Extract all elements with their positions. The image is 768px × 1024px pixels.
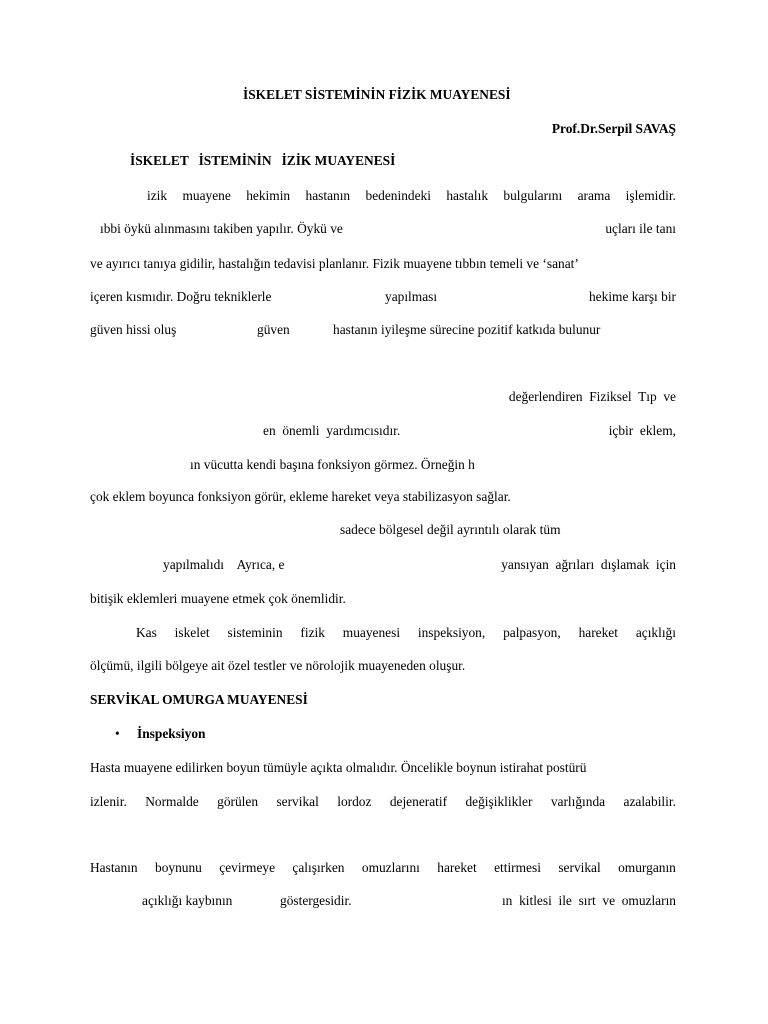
word: çalışırken <box>292 860 345 875</box>
p1-line-4c: hekime karşı bir <box>588 289 676 304</box>
word: izlenir. <box>90 794 127 809</box>
p5-line-2b: göstergesidir. <box>280 893 352 908</box>
word: boynunu <box>155 860 202 875</box>
p4-line-2 <box>90 794 676 810</box>
word: değişiklikler <box>465 794 533 809</box>
p5-line-1 <box>90 860 676 876</box>
p1-line-1 <box>147 188 676 204</box>
p1-line-3: ve ayırıcı tanıya gidilir, hastalığın tedavisi planlanır. Fizik muayene tıbbın temeli ve ‘sanat’ <box>90 256 579 271</box>
word: iskelet <box>174 625 210 640</box>
p2-line-6a: yapılmalıdı Ayrıca, e <box>163 557 285 572</box>
word: palpasyon, <box>503 625 561 640</box>
word: çevirmeye <box>219 860 276 875</box>
word: muayenesi <box>342 625 401 640</box>
word: Normalde <box>145 794 199 809</box>
word: Kas <box>136 625 157 640</box>
word: inspeksiyon, <box>417 625 486 640</box>
word: sisteminin <box>227 625 283 640</box>
p5-line-2a: açıklığı kaybının <box>142 893 233 908</box>
p2-line-6b: yansıyan ağrıları dışlamak için <box>501 557 676 572</box>
word: arama <box>577 188 611 203</box>
p3-line-1 <box>136 625 676 641</box>
bullet-symbol: • <box>115 726 120 741</box>
p2-line-1: değerlendiren Fiziksel Tıp ve <box>508 389 676 404</box>
word: açıklığı <box>635 625 676 640</box>
document-title: İSKELET SİSTEMİNİN FİZİK MUAYENESİ <box>243 87 511 102</box>
word: muayene <box>182 188 231 203</box>
word: hareket <box>578 625 618 640</box>
word: fizik <box>300 625 325 640</box>
word: dejeneratif <box>389 794 448 809</box>
p5-line-2c: ın kitlesi ile sırt ve omuzların <box>501 893 676 908</box>
section-heading: SERVİKAL OMURGA MUAYENESİ <box>90 692 308 707</box>
bullet-label: İnspeksiyon <box>137 726 206 741</box>
word: hastanın <box>305 188 351 203</box>
word: bulgularını <box>503 188 563 203</box>
p1-line-2b: uçları ile tanı <box>605 221 676 236</box>
p4-line-1: Hasta muayene edilirken boyun tümüyle açıkta olmalıdır. Öncelikle boynun istirahat postürü <box>90 760 587 775</box>
word: işlemidir. <box>625 188 676 203</box>
p1-line-5c: hastanın iyileşme sürecine pozitif katkıda bulunur <box>333 322 601 337</box>
p2-line-7: bitişik eklemleri muayene etmek çok önemlidir. <box>90 591 346 606</box>
word: omurganın <box>618 860 676 875</box>
word: azalabilir. <box>623 794 676 809</box>
word: omuzlarını <box>361 860 420 875</box>
p2-line-3: ın vücutta kendi başına fonksiyon görmez. Örneğin h <box>190 457 475 472</box>
word: varlığında <box>550 794 606 809</box>
word: servikal <box>558 860 601 875</box>
word: hastalık <box>446 188 489 203</box>
word: servikal <box>276 794 319 809</box>
p1-line-5a: güven hissi oluş <box>90 322 177 337</box>
author-line: Prof.Dr.Serpil SAVAŞ <box>551 121 676 136</box>
p1-line-4b: yapılması <box>385 289 438 304</box>
p1-line-5b: güven <box>257 322 290 337</box>
word: bedenindeki <box>365 188 431 203</box>
p2-line-2a: en önemli yardımcısıdır. <box>263 423 401 438</box>
p1-line-2a: ıbbi öykü alınmasını takiben yapılır. Öykü ve <box>100 221 343 236</box>
p1-line-4a: içeren kısmıdır. Doğru tekniklerle <box>90 289 272 304</box>
word: görülen <box>217 794 259 809</box>
p2-line-2b: içbir eklem, <box>608 423 676 438</box>
p2-line-5: sadece bölgesel değil ayrıntılı olarak tüm <box>340 522 561 537</box>
p2-line-4: çok eklem boyunca fonksiyon görür, ekleme hareket veya stabilizasyon sağlar. <box>90 489 511 504</box>
word: ettirmesi <box>494 860 541 875</box>
p3-line-2: ölçümü, ilgili bölgeye ait özel testler ve nörolojik muayeneden oluşur. <box>90 658 466 673</box>
sub-heading: İSKELET İSTEMİNİN İZİK MUAYENESİ <box>130 153 396 168</box>
word: lordoz <box>337 794 372 809</box>
word: hekimin <box>246 188 291 203</box>
word: Hastanın <box>90 860 138 875</box>
word: hareket <box>437 860 477 875</box>
word: izik <box>147 188 168 203</box>
